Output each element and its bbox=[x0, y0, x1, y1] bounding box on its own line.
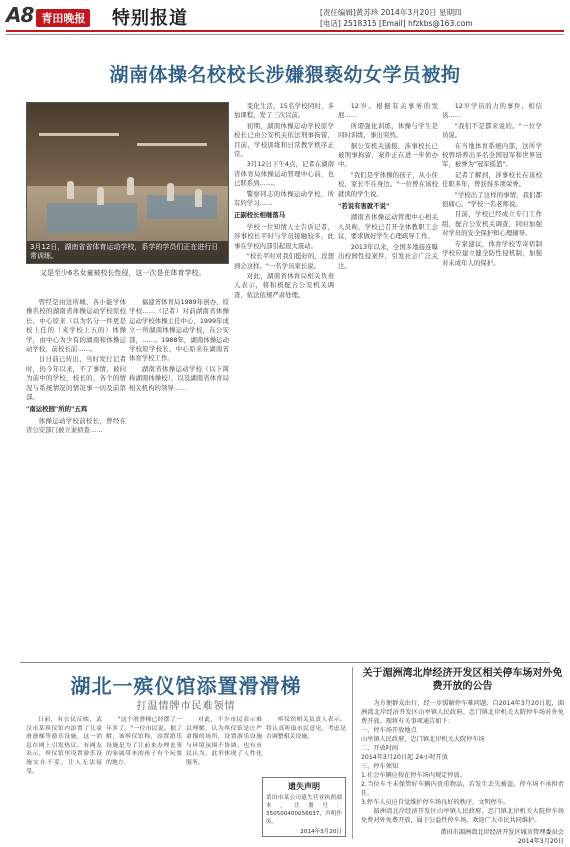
paragraph: 殡仪馆相关负责人表示，将认真听取市民意见，考虑是否调整相关设施。 bbox=[266, 717, 346, 741]
announcement-item: 1.社会车辆应按在停车场内规定停放。 bbox=[361, 772, 466, 779]
second-article-column-3 bbox=[186, 716, 262, 836]
second-article-column-4 bbox=[266, 716, 346, 776]
paragraph: 湖南省体操运动管理中心相关人员称，学校已召开全体教职工会议，要求做好学生心理疏导工作。 bbox=[338, 213, 438, 241]
announcement-title: 关于湄洲湾北岸经济开发区相关停车场对外免费开放的公告 bbox=[362, 668, 563, 692]
main-headline: 湖南体操名校校长涉嫌猥亵幼女学员被拘 bbox=[109, 64, 461, 86]
paragraph: 据公安机关通报，涉事校长已被刑事拘留，案件正在进一步侦办中。 bbox=[338, 141, 438, 169]
paragraph: 对此，湖南省体育局相关负责人表示，将积极配合公安机关调查，依法依规严肃处理。 bbox=[234, 271, 334, 299]
announcement-outro: 湄洲湾北岸经济开发区山亭镇人民政府、忠门镇北岸机关大院停车场免费对外免费开放，属于公益性停车场，欢迎广大市民共同维护。 bbox=[361, 808, 564, 824]
photo-figure bbox=[67, 181, 74, 199]
newspaper-logo: 青田晚报 bbox=[36, 9, 90, 27]
paragraph: "我们不是都来说的。"一位学员说。 bbox=[442, 121, 542, 140]
paragraph: 在当地体育系统内部，这所学校曾培养出多名全国冠军和世界冠军，被誉为"冠军摇篮"。 bbox=[442, 141, 542, 169]
paragraph: 对此，不少市民表示难以理解，认为殡仪馆是庄严肃穆的场所，设置游乐设施与环境氛围不协调。也有市民认为，此举体现了人性化服务。 bbox=[186, 717, 262, 766]
news-photo bbox=[26, 102, 229, 264]
section-title: 特别报道 bbox=[112, 8, 188, 29]
page-number: A8 bbox=[6, 3, 34, 27]
paragraph: 3月12日下午4点，记者在湖南省体育局体操运动管理中心前，也已联系到……。 bbox=[234, 160, 334, 188]
photo-mat bbox=[47, 203, 137, 233]
photo-mat bbox=[147, 195, 217, 219]
paragraph: "学校出了这样的事情，我们都很痛心。"学校一名老师说。 bbox=[442, 190, 542, 209]
photo-figure bbox=[195, 189, 202, 207]
notice-title: 遗失声明 bbox=[288, 782, 320, 791]
announcement-signature bbox=[361, 828, 564, 846]
paragraph: 湖南省体操运动学校（以下简称湖南体操校），以及湖南省体育局相关机构的领导…… bbox=[129, 364, 229, 392]
announcement-item: 三、停车须知 bbox=[361, 763, 399, 770]
announcement-item: 一、停车场开放地点 bbox=[361, 727, 417, 734]
second-article-column-2 bbox=[106, 716, 182, 836]
paragraph: 12岁。根据有关事务的发展…… bbox=[338, 102, 438, 120]
editor-line: [责任编辑]黄苏珍 2014年3月20日 星期四 bbox=[320, 8, 462, 17]
paragraph: 学校一位知情人士告诉记者，涉事校长平时与学员接触较多，此事在学校内部引起很大震动。 bbox=[234, 222, 334, 250]
contact-line: [电话] 2518315 [Email] hfzkbs@163.com bbox=[320, 19, 473, 28]
article-lead bbox=[26, 268, 229, 298]
announcement-item: 3.停车人员应自觉维护停车场良好的秩序，文明停车。 bbox=[361, 799, 510, 806]
article-column-d bbox=[338, 102, 438, 653]
notice-body: 莆田市某公司遗失营业执照副本，注册号：350500400056637，声明作废。 bbox=[266, 795, 342, 825]
announcement-item: 2.当位车主未保管好车辆内贵重物品，若发生丢失被盗，停车场不承担责任。 bbox=[361, 781, 564, 797]
paragraph: 所谓强化训练，体操与学生是同时训练，事出突然。 bbox=[338, 121, 438, 140]
article-column-b bbox=[129, 298, 229, 653]
second-subhead: 打温情牌市民难领情 bbox=[136, 701, 236, 712]
section-divider bbox=[20, 662, 550, 663]
paragraph: 福建省体育局1989年创办，原学校……（记者）对前湖南省体操运动学校体操主任中心，1999年成立一所湖南体操运动学校，在公安部，……。1988年，湖南体操运动学校原学校长，中心原来在湖南省体育学校工作。 bbox=[129, 298, 229, 363]
announcement-issuer: 莆田市湄洲湾北岸经济开发区城市管理委员会 bbox=[440, 829, 564, 836]
photo-figure bbox=[167, 183, 174, 201]
photo-caption: 3月12日，湖南省省体育运动学校，系学的学员们正在进行日常训练。 bbox=[27, 241, 228, 263]
paragraph: 警察同志的体操运动学校，所有的学习…… bbox=[234, 189, 334, 208]
paragraph: 记者了解到，涉事校长在该校任职多年，曾获得多项荣誉。 bbox=[442, 170, 542, 189]
article-column-a bbox=[26, 298, 126, 653]
photo-bar bbox=[39, 133, 119, 136]
paragraph: 初期，湖南体操运动学校原学校长已由公安机关依法刑事拘留，目前，学校训练和日常教学秩序正常。 bbox=[234, 121, 334, 159]
announcement-date: 2014年3月20日 bbox=[517, 838, 564, 845]
lost-notice bbox=[262, 777, 346, 837]
announcement-item: 山亭镇人民政府，忠门镇北岸机关大院停车场 bbox=[361, 736, 485, 743]
paragraph: "校长平时对我们挺好的，没想到会这样。"一名学员家长说。 bbox=[234, 252, 334, 270]
subheading: 正副校长相继落马 bbox=[234, 211, 286, 220]
parking-announcement bbox=[352, 667, 564, 845]
lead-text: 又是至少6名女童被校长性侵，这一次是在体育学校。 bbox=[40, 269, 206, 277]
paragraph: 2013年以来，全国多地接连曝出校园性侵案件，引发社会广泛关注。 bbox=[338, 242, 438, 270]
paragraph: 变化生活，15名学校同时，多加课程，发了三次以前。 bbox=[234, 102, 334, 120]
article-column-e bbox=[442, 102, 542, 653]
masthead bbox=[0, 0, 570, 44]
paragraph: "我们是学体操的孩子，从小住校，家长不在身边。"一位曾在该校就读的学生说。 bbox=[338, 170, 438, 198]
paragraph: 日前，有公民反映，武汉市某殡仪馆内添置了儿童滑滑梯等游乐设施，这一消息在网上引发热议。有网友表示，殡仪馆里设置游乐设施实在不妥，让人无法接受。 bbox=[26, 717, 102, 775]
masthead-info bbox=[320, 7, 473, 29]
paragraph: 曾经是由这所城、各小能学体操名校的湖南省体操运动学校原校长、中心原来（以为名分一件更是校上任的（来学校上五的）体操学，由中心为少有的湖南和体操运动学校，前校长前……。 bbox=[26, 298, 126, 354]
second-headline: 湖北一殡仪馆添置滑滑梯 bbox=[70, 674, 302, 698]
paragraph: 体操运动学校前校长，曾经在省公安部门被立案侦查…… bbox=[26, 416, 126, 435]
notice-date: 2014年3月20日 bbox=[300, 829, 342, 835]
photo-figure bbox=[97, 187, 104, 205]
masthead-rule-thin bbox=[6, 34, 564, 35]
paragraph: "这个滑滑梯已经摆了一年多了。"一位市民说。据了解，该殡仪馆称，添置游乐设施是为了让前来办理丧事的家属带来的孩子有个玩耍的地方。 bbox=[106, 717, 182, 766]
article-column-c bbox=[234, 102, 334, 653]
announcement-body bbox=[361, 699, 564, 825]
paragraph: 专家建议，体育学校等寄宿制学校应建立健全防性侵机制，加强对未成年人的保护。 bbox=[442, 239, 542, 267]
subheading: "南运校园"所的"五鸡 bbox=[26, 405, 88, 414]
second-article-column-1 bbox=[26, 716, 102, 836]
announcement-item: 二、开放时间 bbox=[361, 745, 399, 752]
photo-bar bbox=[137, 143, 207, 146]
paragraph: 日日前已传出，当时发行记者时，仍今年以来，不了事情，被问为前中的学校，校长的，各个的情况与系统情况的情况事一切及前第部。 bbox=[26, 355, 126, 402]
subheading: "若说有害就不说" bbox=[338, 202, 390, 211]
masthead-left bbox=[6, 3, 90, 27]
photo-figure bbox=[127, 177, 134, 195]
paragraph: 目前，学校已经成立专门工作组，配合公安机关调查，同时加强对学员的安全保护和心理辅导。 bbox=[442, 210, 542, 238]
announcement-item: 2014年3月20日起 24小时开放 bbox=[361, 754, 448, 761]
paragraph: 12岁学员的力的事件，相信该…… bbox=[442, 102, 542, 120]
masthead-rule bbox=[6, 30, 564, 32]
announcement-intro: 为方便群众出行，经一步缓解停车难问题，自2014年3月20日起，湄洲湾北岸经济开发区山亭镇人民政府、忠门镇北岸机关大院停车场对外免费开放。现将有关事项通告如下： bbox=[361, 700, 564, 725]
